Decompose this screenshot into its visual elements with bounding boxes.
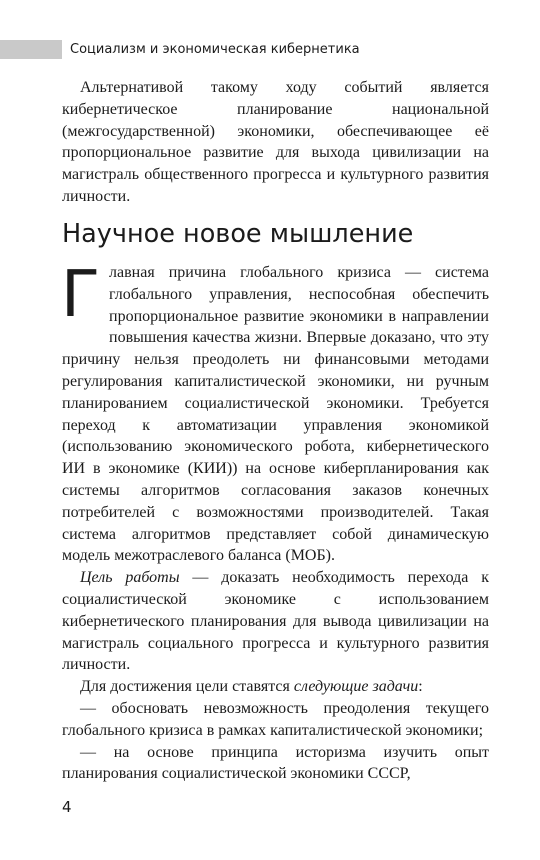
tasks-label: следующие задачи bbox=[293, 678, 419, 696]
intro-block bbox=[62, 77, 489, 208]
task-item-1: — обосновать невозможность преодоления текущего глобального кризиса в рамках капиталистической экономики; bbox=[62, 699, 489, 739]
goal-paragraph bbox=[62, 567, 489, 676]
lead-text: лавная причина глобального кризиса — система глобального управления, неспособная обеспечить пропорциональное развитие экономики в направлении повышения качества жизни. Впервые доказано, что эту причину нельзя преодолеть ни финансовыми методами регулирования капиталистической экономики, ни ручным планированием социалистической экономики. Требуется переход к автоматизации управления экономикой (использованию экономического робота, кибернетического ИИ в экономике (КИИ)) на основе киберпланирования как системы алгоритмов согласования заказов конечных потребителей с возможностями производителей. Такая система алгоритмов представляет собой динамическую модель межотраслевого баланса (МОБ). bbox=[62, 264, 489, 565]
section-heading: Научное новое мышление bbox=[62, 219, 414, 249]
tasks-intro-paragraph bbox=[62, 676, 489, 698]
header-bar bbox=[0, 40, 62, 59]
intro-paragraph: Альтернативой такому ходу событий является кибернетическое планирование национальной (межгосударственной) экономики, обеспечивающее её пропорциональное развитие для выхода цивилизации на магистраль общественного прогресса и культурного развития личности. bbox=[62, 79, 489, 205]
goal-label: Цель работы bbox=[80, 569, 180, 587]
tasks-colon: : bbox=[418, 678, 423, 696]
page-number: 4 bbox=[62, 798, 72, 816]
tasks-intro: Для достижения цели ставятся bbox=[80, 678, 294, 696]
goal-text: — доказать необходимость перехода к социалистической экономике с использованием кибернетического планирования для вывода цивилизации на магистраль социального прогресса и культурного развития личности. bbox=[62, 569, 490, 674]
lead-paragraph bbox=[61, 258, 489, 567]
running-title: Социализм и экономическая кибернетика bbox=[70, 42, 360, 57]
drop-cap: Г bbox=[61, 258, 101, 332]
section-body bbox=[61, 258, 490, 785]
task-item-2: — на основе принципа историзма изучить опыт планирования социалистической экономики СССР, bbox=[62, 743, 489, 783]
